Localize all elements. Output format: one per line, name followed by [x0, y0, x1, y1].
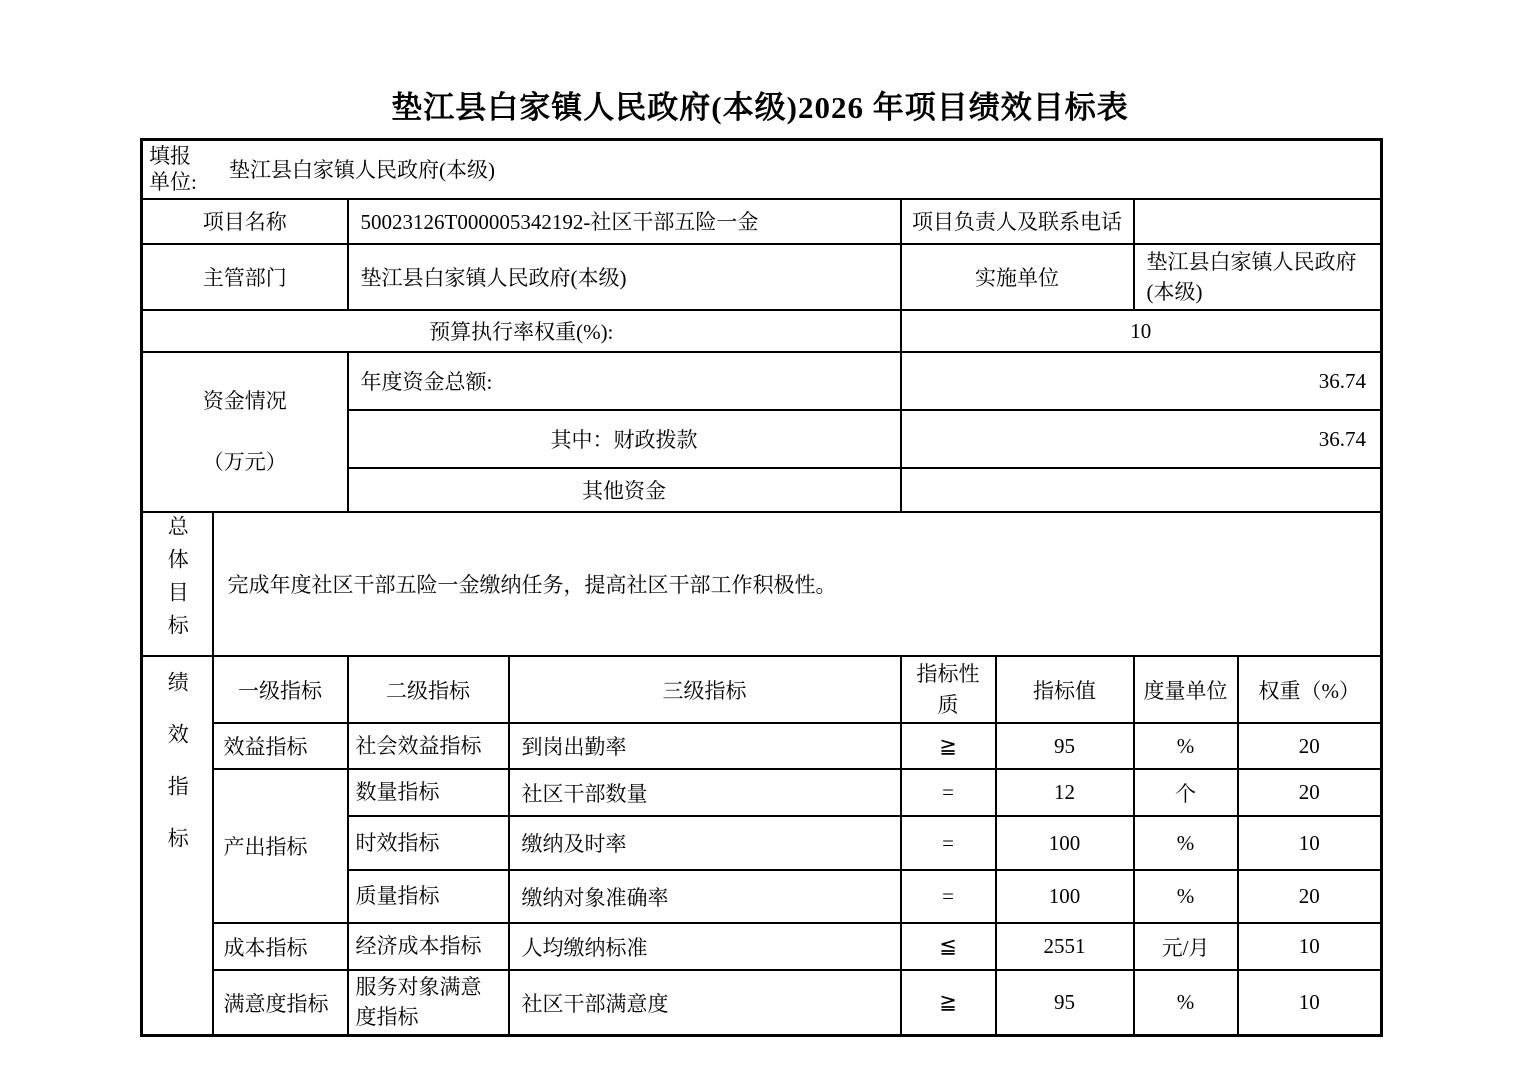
- indicator-value: 2551: [996, 923, 1134, 970]
- indicator-row: [142, 970, 1382, 1035]
- indicator-nature: ≧: [901, 970, 996, 1035]
- indicator-unit: %: [1134, 723, 1238, 769]
- header-unit: 度量单位: [1134, 656, 1238, 723]
- funding-label-spacer: [149, 414, 341, 450]
- funding-fiscal-label: 其中：财政拨款: [348, 410, 901, 468]
- dept-row: [142, 244, 1382, 311]
- budget-rate-value: 10: [901, 310, 1382, 352]
- funding-other-label: 其他资金: [348, 468, 901, 512]
- indicator-level1: 满意度指标: [213, 970, 348, 1035]
- indicator-nature: =: [901, 870, 996, 923]
- budget-rate-label: 预算执行率权重(%):: [142, 310, 901, 352]
- overall-goal-text: 完成年度社区干部五险一金缴纳任务，提高社区干部工作积极性。: [213, 512, 1382, 656]
- funding-total-value: 36.74: [901, 352, 1382, 410]
- indicator-level3: 到岗出勤率: [509, 723, 901, 769]
- project-manager-label: 项目负责人及联系电话: [901, 199, 1134, 244]
- funding-group-label-line2: （万元）: [202, 450, 287, 475]
- header-weight: 权重（%）: [1238, 656, 1382, 723]
- indicator-level3: 缴纳对象准确率: [509, 870, 901, 923]
- overall-goal-label-cell: [142, 512, 213, 656]
- indicator-level3: 社区干部数量: [509, 769, 901, 816]
- indicator-level2: 质量指标: [348, 870, 509, 923]
- dept-label: 主管部门: [142, 244, 348, 311]
- indicator-header-row: [142, 656, 1382, 723]
- indicator-weight: 20: [1238, 870, 1382, 923]
- indicator-level1: 效益指标: [213, 723, 348, 769]
- funding-total-label: 年度资金总额:: [348, 352, 901, 410]
- indicator-value: 100: [996, 870, 1134, 923]
- funding-other-value: [901, 468, 1382, 512]
- indicator-level1: 产出指标: [213, 769, 348, 923]
- project-manager-value: [1134, 199, 1382, 244]
- indicator-row: [142, 923, 1382, 970]
- indicator-level2: 服务对象满意度指标: [348, 970, 509, 1035]
- indicator-level2: 社会效益指标: [348, 723, 509, 769]
- funding-group-label: [142, 352, 348, 512]
- header-level3: 三级指标: [509, 656, 901, 723]
- indicator-nature: =: [901, 816, 996, 870]
- performance-section-label: 绩效指标: [165, 671, 190, 880]
- indicator-level2: 数量指标: [348, 769, 509, 816]
- fill-unit-row: [142, 140, 1382, 199]
- fill-unit-cell: [142, 140, 1382, 199]
- project-name-row: [142, 199, 1382, 244]
- indicator-weight: 10: [1238, 816, 1382, 870]
- indicator-weight: 10: [1238, 923, 1382, 970]
- indicator-level1: 成本指标: [213, 923, 348, 970]
- impl-unit-label: 实施单位: [901, 244, 1134, 311]
- indicator-value: 95: [996, 970, 1134, 1035]
- indicator-nature: =: [901, 769, 996, 816]
- indicator-level3: 缴纳及时率: [509, 816, 901, 870]
- indicator-level2: 时效指标: [348, 816, 509, 870]
- indicator-value: 12: [996, 769, 1134, 816]
- funding-group-label-line1: 资金情况: [202, 389, 287, 414]
- header-nature: 指标性质: [901, 656, 996, 723]
- indicator-unit: %: [1134, 816, 1238, 870]
- overall-goal-row: [142, 512, 1382, 656]
- project-name-value: 50023126T000005342192-社区干部五险一金: [348, 199, 901, 244]
- indicator-unit: 元/月: [1134, 923, 1238, 970]
- budget-rate-row: [142, 310, 1382, 352]
- funding-fiscal-value: 36.74: [901, 410, 1382, 468]
- dept-value: 垫江县白家镇人民政府(本级): [348, 244, 901, 311]
- indicator-level3: 人均缴纳标准: [509, 923, 901, 970]
- indicator-weight: 20: [1238, 769, 1382, 816]
- funding-total-row: [142, 352, 1382, 410]
- indicator-nature: ≦: [901, 923, 996, 970]
- performance-target-table: [140, 138, 1383, 1037]
- header-level2: 二级指标: [348, 656, 509, 723]
- indicator-value: 100: [996, 816, 1134, 870]
- page-title: 垫江县白家镇人民政府(本级)2026 年项目绩效目标表: [391, 90, 1129, 125]
- header-value: 指标值: [996, 656, 1134, 723]
- indicator-row: [142, 769, 1382, 816]
- indicator-level3: 社区干部满意度: [509, 970, 901, 1035]
- project-name-label: 项目名称: [142, 199, 348, 244]
- indicator-row: [142, 723, 1382, 769]
- indicator-weight: 20: [1238, 723, 1382, 769]
- fill-unit-label: 填报单位:: [149, 144, 197, 195]
- indicator-weight: 10: [1238, 970, 1382, 1035]
- indicator-unit: 个: [1134, 769, 1238, 816]
- indicator-level2: 经济成本指标: [348, 923, 509, 970]
- fill-unit-value: 垫江县白家镇人民政府(本级): [229, 158, 495, 183]
- performance-section-label-cell: [142, 656, 213, 1035]
- indicator-nature: ≧: [901, 723, 996, 769]
- indicator-unit: %: [1134, 870, 1238, 923]
- indicator-value: 95: [996, 723, 1134, 769]
- overall-goal-label: 总体目标: [165, 515, 190, 648]
- impl-unit-value: 垫江县白家镇人民政府(本级): [1134, 244, 1382, 311]
- header-level1: 一级指标: [213, 656, 348, 723]
- indicator-unit: %: [1134, 970, 1238, 1035]
